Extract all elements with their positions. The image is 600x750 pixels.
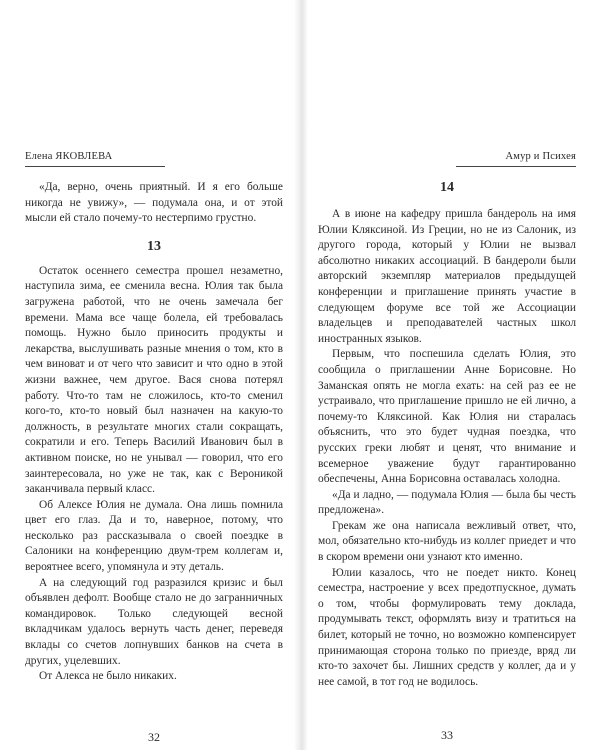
right-page-text xyxy=(318,180,576,690)
paragraph: Первым, что поспешила сделать Юлия, это сообщила о приглашении Анне Борисовне. Но Заманская опять не могла ехать: на сей раз ее не устраивало, что приглашение пришло не ей лично, а почему-то Кляксиной. Как Юлия ни старалась объяснить, что это будет чудная поездка, что русских греки любят и ценят, что внимание и всемерное уважение будут гарантированно обеспечены, Анна Борисовна оставалась холодна. xyxy=(318,348,576,486)
chapter-heading: 14 xyxy=(440,180,454,195)
running-head-title: Амур и Психея xyxy=(456,150,576,167)
right-page xyxy=(318,150,576,742)
paragraph: А на следующий год разразился кризис и был объявлен дефолт. Вообще стало не до загранничных командировок. Только следующей весной вкладчикам удалось вернуть часть денег, переведя вклады со счетов лопнувших банков на счета в других, уцелевших. xyxy=(25,576,283,667)
page-number: 32 xyxy=(148,730,160,744)
paragraph: А в июне на кафедру пришла бандероль на имя Юлии Кляксиной. Из Греции, но не из Салоник, из другого города, который у Юлии не вызвал абсолютно никаких ассоциаций. В бандероли были авторский экземпляр материалов предыдущей конференции и приглашение принять участие в следующем форуме все той же Ассоциации владельцев и преподавателей частных школ иностранных языков. xyxy=(318,208,576,345)
paragraph: «Да и ладно, — подумала Юлия — была бы честь предложена». xyxy=(318,488,576,517)
left-page-text xyxy=(25,180,283,685)
book-gutter xyxy=(294,0,308,750)
paragraph: Об Алексе Юлия не думала. Она лишь помнила цвет его глаз. Да и то, наверное, потому, что несколько раз рассказывала о своей поездке в Салоники на конференцию двум-трем коллегам и, вероятнее всего, упомянула и эту деталь. xyxy=(25,498,283,574)
running-head-author: Елена ЯКОВЛЕВА xyxy=(25,150,165,167)
left-page xyxy=(25,150,283,744)
chapter-heading: 13 xyxy=(147,238,161,254)
paragraph: От Алекса не было никаких. xyxy=(39,670,177,683)
paragraph: Остаток осеннего семестра прошел незаметно, наступила зима, ее сменила весна. Юлия так была загружена работой, что не очень замечала бег времени. Мама все чаще болела, ей требовалась помощь. Нужно было приносить продукты и лекарства, выслушивать разные мнения о том, кто в чем виноват и от чего что зависит и что одно в этой жизни важнее, чем другое. Вася снова потерял работу. Что-то там не сложилось, кто-то сменил кого-то, кто-то новый был назначен на какую-то должность, в результате многих стали сокращать, сократили и его. Теперь Василий Иванович был в активном поиске, но не унывал — говорил, что его заинтересовала, но уже не так, как с Вероникой заканчивала первый класс. xyxy=(25,264,283,496)
page-number: 33 xyxy=(441,728,453,742)
paragraph: Грекам же она написала вежливый ответ, что, мол, обязательно кто-нибудь из коллег приедет и что в скором времени они узнают кто именно. xyxy=(318,519,576,564)
paragraph: Юлии казалось, что не поедет никто. Конец семестра, настроение у всех предотпускное, думать о том, чтобы формулировать тему доклада, продумывать текст, оформлять визу и тратиться на билет, который не точно, но возможно компенсирует принимающая сторона только по приезде, вряд ли кто-то захочет бы. Лишних средств у коллег, да и у нее самой, в тот год не водилось. xyxy=(318,566,576,688)
intro-paragraph: «Да, верно, очень приятный. И я его больше никогда не увижу», — подумала она, и от этой мысли ей стало почему-то нестерпимо грустно. xyxy=(25,181,283,225)
